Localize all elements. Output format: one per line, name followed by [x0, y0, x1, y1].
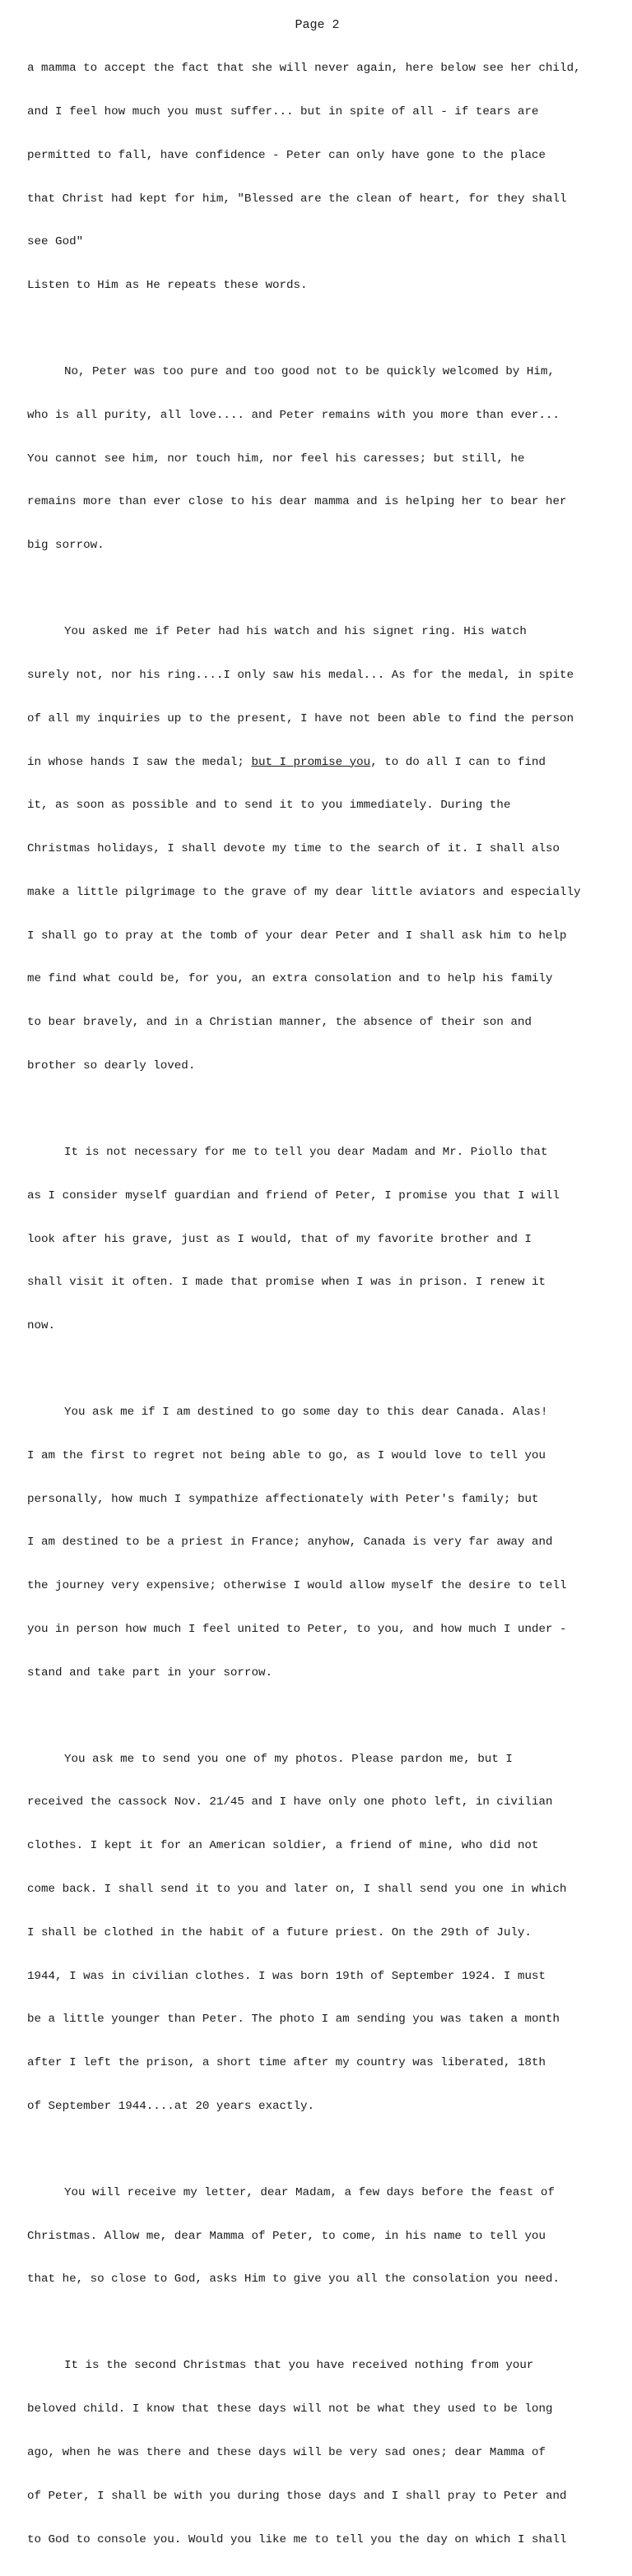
paragraph-1: [27, 33, 624, 322]
text-line: I am destined to be a priest in France; anyhow, Canada is very far away and: [27, 1536, 553, 1550]
text-line: remains more than ever close to his dear mamma and is helping her to bear her: [27, 495, 567, 509]
text-line: now.: [27, 1319, 56, 1333]
text-line: look after his grave, just as I would, that of my favorite brother and I: [27, 1232, 532, 1246]
text-line: who is all purity, all love.... and Peter remains with you more than ever...: [27, 408, 560, 422]
text-line: that he, so close to God, asks Him to give you all the consolation you need.: [27, 2273, 560, 2286]
text-line: beloved child. I know that these days will not be what they used to be long: [27, 2402, 553, 2416]
text-line: and I feel how much you must suffer... but in spite of all - if tears are: [27, 104, 539, 118]
text-line: permitted to fall, have confidence - Peter can only have gone to the place: [27, 148, 546, 162]
text-line: to bear bravely, and in a Christian manner, the absence of their son and: [27, 1016, 532, 1030]
paragraph-8: [27, 2330, 624, 2576]
text-line: I shall be clothed in the habit of a future priest. On the 29th of July.: [27, 1925, 532, 1939]
text-line: after I left the prison, a short time after my country was liberated, 18th: [27, 2056, 546, 2070]
paragraph-6: [27, 1724, 624, 2143]
text-line: personally, how much I sympathize affectionately with Peter's family; but: [27, 1492, 539, 1506]
text-line: of all my inquiries up to the present, I have not been able to find the person: [27, 711, 574, 725]
paragraph-3: [27, 596, 624, 1103]
text-line: received the cassock Nov. 21/45 and I have only one photo left, in civilian: [27, 1795, 553, 1809]
text-line: 1944, I was in civilian clothes. I was born 19th of September 1924. I must: [27, 1969, 546, 1983]
paragraph-4: [27, 1117, 624, 1363]
text-line: be a little younger than Peter. The photo I am sending you was taken a month: [27, 2013, 560, 2027]
paragraph-7: [27, 2157, 624, 2317]
text-line: see God": [27, 235, 84, 249]
text-line: You asked me if Peter had his watch and his signet ring. His watch: [64, 625, 527, 639]
text-line: It is the second Christmas that you have received nothing from your: [64, 2359, 534, 2373]
underlined-phrase: but I promise you: [251, 755, 371, 769]
text-line: clothes. I kept it for an American soldier, a friend of mine, who did not: [27, 1839, 539, 1853]
paragraph-2: [27, 336, 624, 582]
text-line: as I consider myself guardian and friend of Peter, I promise you that I will: [27, 1188, 560, 1202]
text-line: Christmas holidays, I shall devote my time to the search of it. I shall also: [27, 842, 560, 856]
text-line: Listen to Him as He repeats these words.: [27, 279, 308, 293]
text-line: Christmas. Allow me, dear Mamma of Peter, to come, in his name to tell you: [27, 2229, 546, 2243]
text-line: You cannot see him, nor touch him, nor feel his caresses; but still, he: [27, 452, 525, 466]
text-line: you in person how much I feel united to Peter, to you, and how much I under -: [27, 1622, 567, 1636]
text-line: It is not necessary for me to tell you dear Madam and Mr. Piollo that: [64, 1145, 548, 1159]
text-line: You ask me to send you one of my photos. Please pardon me, but I: [64, 1752, 513, 1766]
text-line: to God to console you. Would you like me to tell you the day on which I shall: [27, 2532, 567, 2546]
text-line: come back. I shall send it to you and later on, I shall send you one in which: [27, 1883, 567, 1897]
text-line: big sorrow.: [27, 539, 105, 553]
text-line: shall visit it often. I made that promise when I was in prison. I renew it: [27, 1276, 546, 1290]
text-line: stand and take part in your sorrow.: [27, 1666, 272, 1679]
text-line: You will receive my letter, dear Madam, a few days before the feast of: [64, 2185, 555, 2199]
text-fragment: in whose hands I saw the medal;: [27, 755, 252, 769]
text-line: it, as soon as possible and to send it to you immediately. During the: [27, 799, 511, 813]
text-line: No, Peter was too pure and too good not to be quickly welcomed by Him,: [64, 365, 555, 379]
text-line: You ask me if I am destined to go some day to this dear Canada. Alas!: [64, 1406, 548, 1420]
text-line: that Christ had kept for him, "Blessed are the clean of heart, for they shall: [27, 192, 567, 206]
text-line: brother so dearly loved.: [27, 1059, 196, 1073]
text-line: the journey very expensive; otherwise I would allow myself the desire to tell: [27, 1579, 567, 1593]
text-line: a mamma to accept the fact that she will never again, here below see her child,: [27, 62, 581, 76]
text-line: surely not, nor his ring....I only saw his medal... As for the medal, in spite: [27, 668, 574, 682]
text-line: I shall go to pray at the tomb of your dear Peter and I shall ask him to help: [27, 929, 567, 943]
text-line: [27, 756, 624, 771]
paragraph-5: [27, 1377, 624, 1710]
text-fragment: , to do all I can to find: [370, 755, 546, 769]
text-line: of September 1944....at 20 years exactly.: [27, 2099, 315, 2113]
text-line: ago, when he was there and these days will be very sad ones; dear Mamma of: [27, 2446, 546, 2459]
text-line: make a little pilgrimage to the grave of my dear little aviators and especially: [27, 885, 581, 899]
text-line: me find what could be, for you, an extra consolation and to help his family: [27, 972, 553, 986]
page-number: Page 2: [295, 18, 340, 32]
text-line: I am the first to regret not being able to go, as I would love to tell you: [27, 1448, 546, 1462]
text-line: of Peter, I shall be with you during those days and I shall pray to Peter and: [27, 2489, 567, 2503]
